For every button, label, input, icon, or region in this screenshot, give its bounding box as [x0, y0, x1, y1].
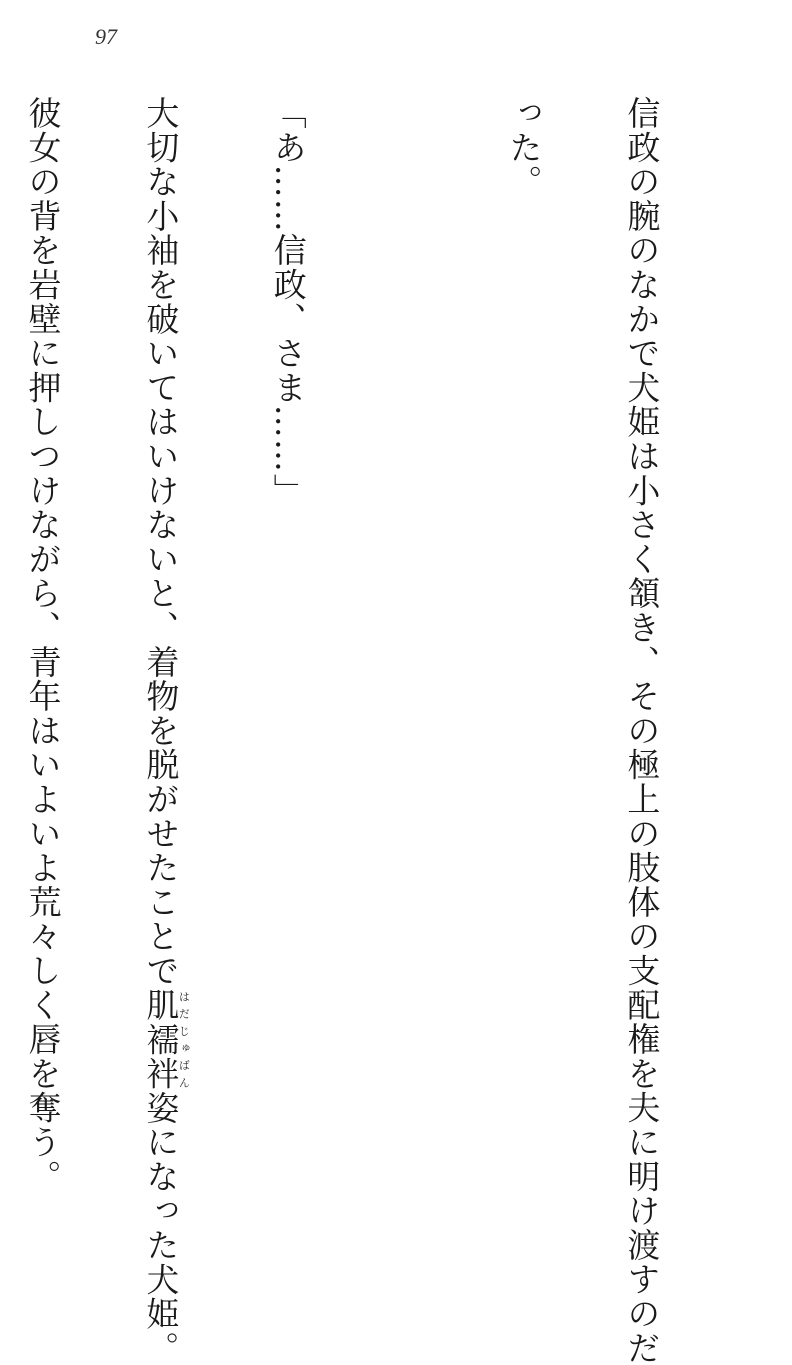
ruby-hadajuban [141, 987, 191, 1091]
ruby-base: 肌襦袢 [141, 987, 181, 1091]
ruby-reading: はだじゅばん [177, 987, 191, 1091]
text-line-2: った。 [504, 96, 544, 199]
text-line-5: 彼女の背を岩壁に押しつけながら、青年はいよいよ荒々しく唇を奪う。 [23, 96, 63, 1194]
blank-line [386, 96, 425, 1166]
text-line-1: 信政の腕のなかで犬姫は小さく頷き、その極上の肢体の支配権を夫に明け渡すのだ [622, 96, 662, 1365]
text-line-3: 「あ……信政、さま……」 [268, 96, 308, 508]
page-number: 97 [95, 24, 117, 49]
text-line-4-suffix: 姿になった犬姫。 [141, 1090, 181, 1365]
text-line-4 [141, 96, 191, 1365]
text-line-4-prefix: 大切な小袖を破いてはいけないと、着物を脱がせたことで [141, 96, 181, 988]
body-text [23, 96, 740, 1365]
